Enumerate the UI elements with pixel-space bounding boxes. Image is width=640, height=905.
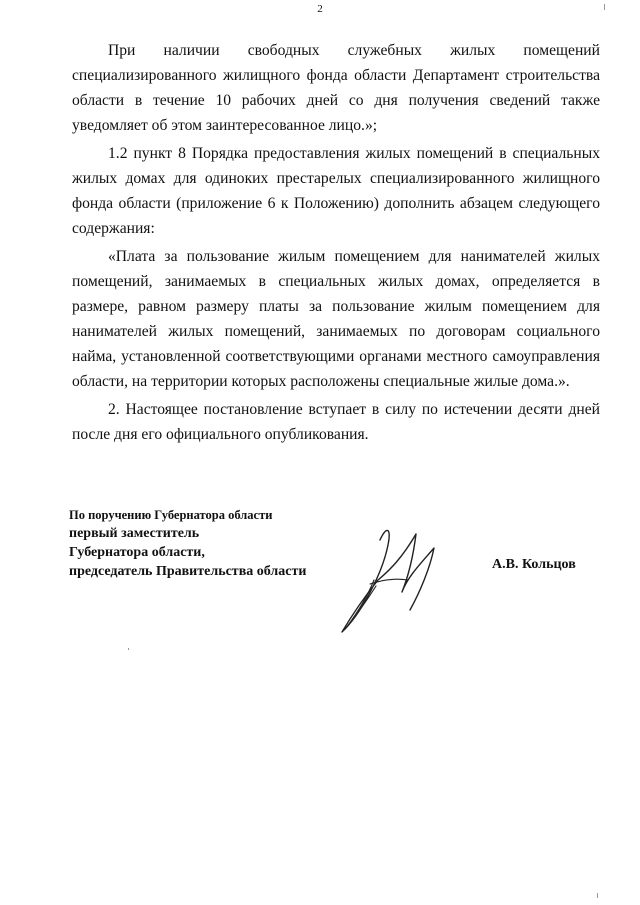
- scan-speck: [128, 648, 129, 650]
- scan-speck: [597, 893, 598, 898]
- paragraph: При наличии свободных служебных жилых помещений специализированного жилищного фонда области Департамент строительства области в течение 10 рабочих дней со дня получения сведений также уведомляет об этом заинтересованное лицо.»;: [72, 42, 600, 134]
- signature-line-position: первый заместитель: [69, 526, 200, 541]
- paragraph: 1.2 пункт 8 Порядка предоставления жилых помещений в специальных жилых домах для одиноких престарелых специализированного жилищного фонда области (приложение 6 к Положению) дополнить абзацем следующего содержания:: [72, 145, 600, 237]
- signature-line-position: Губернатора области,: [69, 545, 205, 560]
- signature-line-position: председатель Правительства области: [69, 564, 307, 579]
- page-number: 2: [317, 3, 323, 15]
- document-body: [72, 38, 600, 450]
- paragraph: 2. Настоящее постановление вступает в силу по истечении десяти дней после дня его официального опубликования.: [72, 401, 600, 443]
- paragraph: «Плата за пользование жилым помещением для нанимателей жилых помещений, занимаемых в специальных жилых домах, определяется в размере, равном размеру платы за пользование жилым помещением для нанимателей жилых помещений, занимаемых по договорам социального найма, установленной соответствующими органами местного самоуправления области, на территории которых расположены специальные жилые дома.».: [72, 248, 600, 390]
- handwritten-signature: [330, 520, 460, 638]
- signature-block: [69, 506, 306, 581]
- scan-speck: [604, 4, 605, 10]
- signatory-name: А.В. Кольцов: [492, 557, 576, 572]
- signature-line-on-behalf: По поручению Губернатора области: [69, 508, 273, 522]
